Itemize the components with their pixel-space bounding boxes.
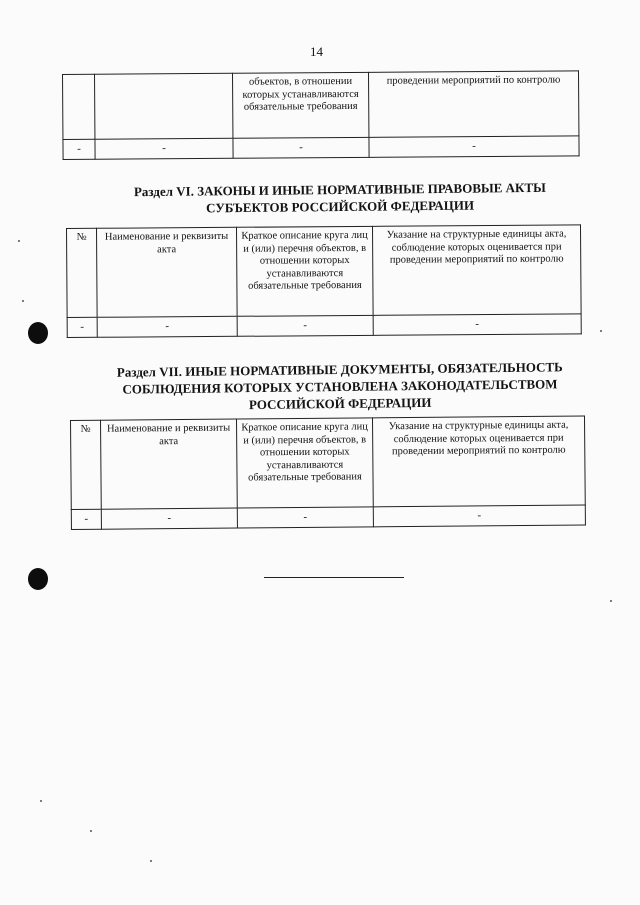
punch-hole bbox=[28, 568, 48, 590]
cell-number: - bbox=[67, 317, 97, 337]
scan-speck bbox=[610, 600, 612, 602]
table-header-row bbox=[63, 71, 579, 140]
col-description-header: объектов, в отношении которых устанавливаются обязательные требования bbox=[232, 72, 368, 138]
col-name-header: Наименование и реквизиты акта bbox=[101, 419, 238, 509]
cell-number: - bbox=[63, 139, 95, 159]
col-indication-header: проведении мероприятий по контролю bbox=[368, 71, 578, 137]
scan-speck bbox=[22, 300, 24, 302]
cell-indication: - bbox=[373, 314, 581, 335]
page-number: 14 bbox=[310, 44, 323, 59]
cell-name: - bbox=[101, 508, 237, 529]
scan-speck bbox=[600, 330, 602, 332]
table-row bbox=[67, 314, 581, 338]
section-6-table bbox=[66, 224, 582, 338]
cell-indication: - bbox=[369, 136, 579, 157]
punch-hole bbox=[28, 322, 48, 344]
col-description-header: Краткое описание круга лиц и (или) перечня объектов, в отношении которых устанавливаются обязательные требования bbox=[236, 226, 373, 316]
table-header-row bbox=[67, 225, 582, 318]
col-description-header: Краткое описание круга лиц и (или) перечня объектов, в отношении которых устанавливаются обязательные требования bbox=[236, 418, 373, 508]
cell-name: - bbox=[95, 138, 233, 159]
scan-speck bbox=[18, 240, 20, 242]
end-divider bbox=[264, 577, 404, 578]
col-number-header: № bbox=[67, 228, 98, 317]
col-name-header bbox=[95, 73, 233, 139]
section-6-title: Раздел VI. ЗАКОНЫ И ИНЫЕ НОРМАТИВНЫЕ ПРАВОВЫЕ АКТЫ СУБЪЕКТОВ РОССИЙСКОЙ ФЕДЕРАЦИИ bbox=[133, 179, 546, 216]
col-indication-header: Указание на структурные единицы акта, соблюдение которых оценивается при проведении мероприятий по контролю bbox=[372, 225, 581, 315]
scan-speck bbox=[150, 860, 152, 862]
cell-name: - bbox=[97, 316, 237, 337]
cell-indication: - bbox=[373, 505, 585, 527]
cell-description: - bbox=[237, 507, 373, 528]
scan-speck bbox=[90, 830, 92, 832]
section-7-title: Раздел VII. ИНЫЕ НОРМАТИВНЫЕ ДОКУМЕНТЫ, ОБЯЗАТЕЛЬНОСТЬ СОБЛЮДЕНИЯ КОТОРЫХ УСТАНОВЛЕНА ЗАКОНОДАТЕЛЬСТВОМ РОССИЙСКОЙ ФЕДЕРАЦИИ bbox=[116, 359, 563, 412]
col-number-header: № bbox=[71, 420, 102, 509]
table-header-row bbox=[71, 416, 586, 509]
col-name-header: Наименование и реквизиты акта bbox=[97, 227, 238, 317]
col-number-header bbox=[63, 74, 95, 139]
scan-speck bbox=[40, 800, 42, 802]
cell-number: - bbox=[71, 509, 101, 529]
col-indication-header: Указание на структурные единицы акта, соблюдение которых оценивается при проведении мероприятий по контролю bbox=[372, 416, 585, 507]
table-row bbox=[71, 505, 585, 529]
section-7-table bbox=[70, 416, 586, 530]
continued-acts-table bbox=[62, 70, 580, 160]
cell-description: - bbox=[233, 137, 369, 158]
table-row bbox=[63, 136, 579, 160]
cell-description: - bbox=[237, 315, 373, 336]
